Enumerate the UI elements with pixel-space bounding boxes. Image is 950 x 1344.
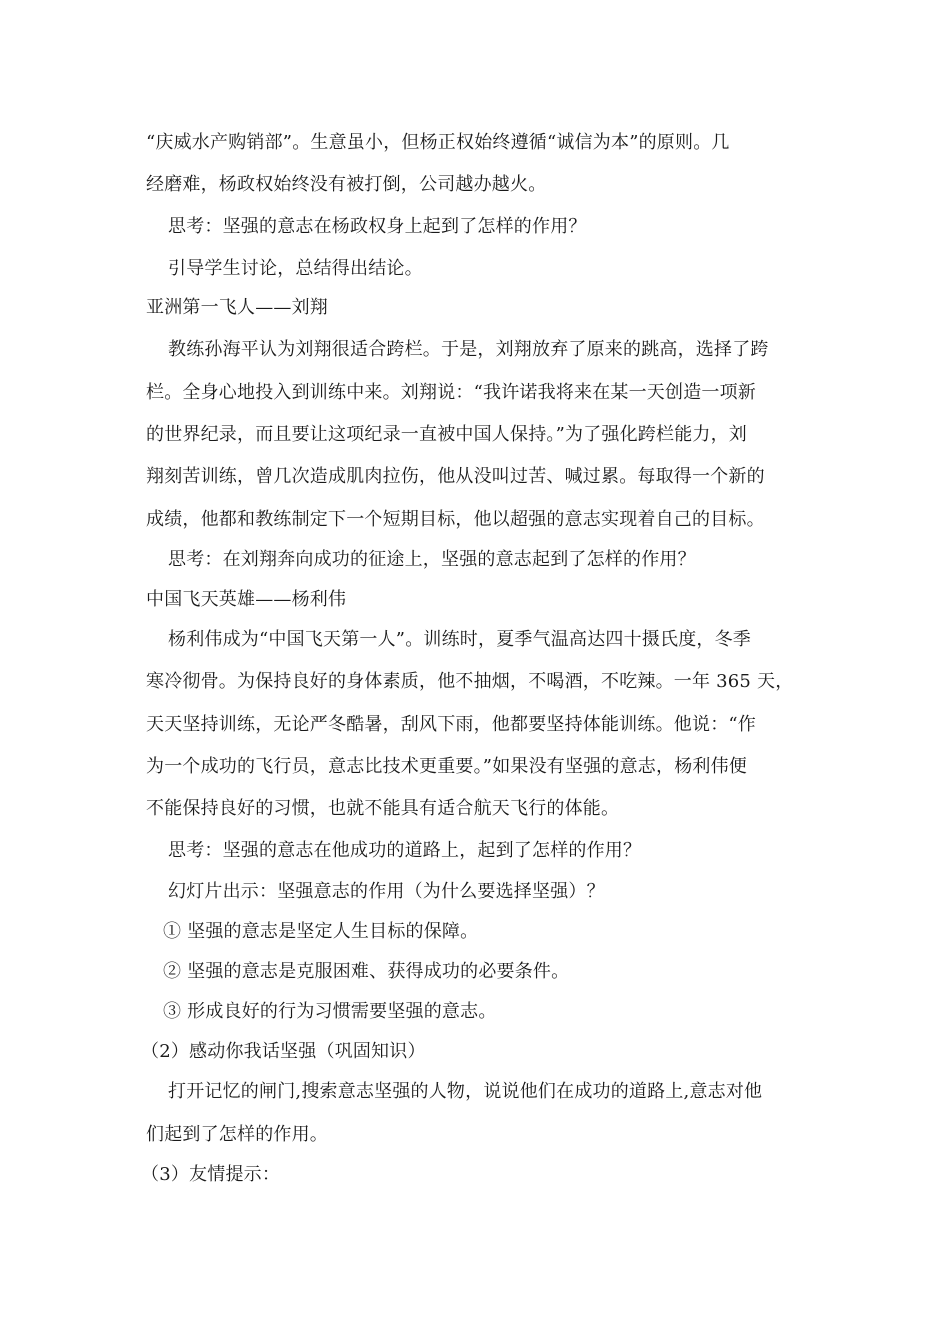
paragraph-line: 天天坚持训练，无论严冬酷暑，刮风下雨，他都要坚持体能训练。他说：“作 — [146, 714, 756, 735]
section-heading: （2）感动你我话坚强（巩固知识） — [141, 1041, 426, 1062]
paragraph-line: 寒冷彻骨。为保持良好的身体素质，他不抽烟，不喝酒，不吃辣。一年 365 天， — [146, 671, 794, 692]
list-item: ① 坚强的意志是坚定人生目标的保障。 — [163, 921, 479, 942]
paragraph-line: 打开记忆的闸门,搜索意志坚强的人物，说说他们在成功的道路上,意志对他 — [168, 1081, 763, 1102]
paragraph-line: 引导学生讨论，总结得出结论。 — [168, 258, 423, 279]
question-line: 思考：坚强的意志在他成功的道路上，起到了怎样的作用？ — [168, 840, 642, 861]
section-heading: 亚洲第一飞人——刘翔 — [146, 297, 328, 318]
question-line: 思考：在刘翔奔向成功的征途上，坚强的意志起到了怎样的作用？ — [168, 549, 696, 570]
paragraph-line: 杨利伟成为“中国飞天第一人”。训练时，夏季气温高达四十摄氏度，冬季 — [168, 629, 752, 650]
question-line: 思考：坚强的意志在杨政权身上起到了怎样的作用？ — [168, 216, 587, 237]
section-heading: 中国飞天英雄——杨利伟 — [146, 589, 347, 610]
list-item: ② 坚强的意志是克服困难、获得成功的必要条件。 — [163, 961, 570, 982]
section-heading: （3）友情提示： — [141, 1164, 281, 1185]
paragraph-line: 翔刻苦训练，曾几次造成肌肉拉伤，他从没叫过苦、喊过累。每取得一个新的 — [146, 466, 765, 487]
paragraph-line: “庆威水产购销部”。生意虽小，但杨正权始终遵循“诚信为本”的原则。几 — [146, 132, 730, 153]
paragraph-line: 们起到了怎样的作用。 — [146, 1124, 328, 1145]
paragraph-line: 不能保持良好的习惯，也就不能具有适合航天飞行的体能。 — [146, 798, 620, 819]
paragraph-line: 幻灯片出示：坚强意志的作用（为什么要选择坚强）？ — [168, 881, 605, 902]
paragraph-line: 经磨难，杨政权始终没有被打倒，公司越办越火。 — [146, 174, 547, 195]
paragraph-line: 成绩，他都和教练制定下一个短期目标，他以超强的意志实现着自己的目标。 — [146, 509, 765, 530]
paragraph-line: 为一个成功的飞行员，意志比技术更重要。”如果没有坚强的意志，杨利伟便 — [146, 756, 747, 777]
paragraph-line: 的世界纪录，而且要让这项纪录一直被中国人保持。”为了强化跨栏能力，刘 — [146, 424, 747, 445]
paragraph-line: 教练孙海平认为刘翔很适合跨栏。于是，刘翔放弃了原来的跳高，选择了跨 — [168, 339, 769, 360]
paragraph-line: 栏。全身心地投入到训练中来。刘翔说：“我许诺我将来在某一天创造一项新 — [146, 382, 756, 403]
list-item: ③ 形成良好的行为习惯需要坚强的意志。 — [163, 1001, 497, 1022]
